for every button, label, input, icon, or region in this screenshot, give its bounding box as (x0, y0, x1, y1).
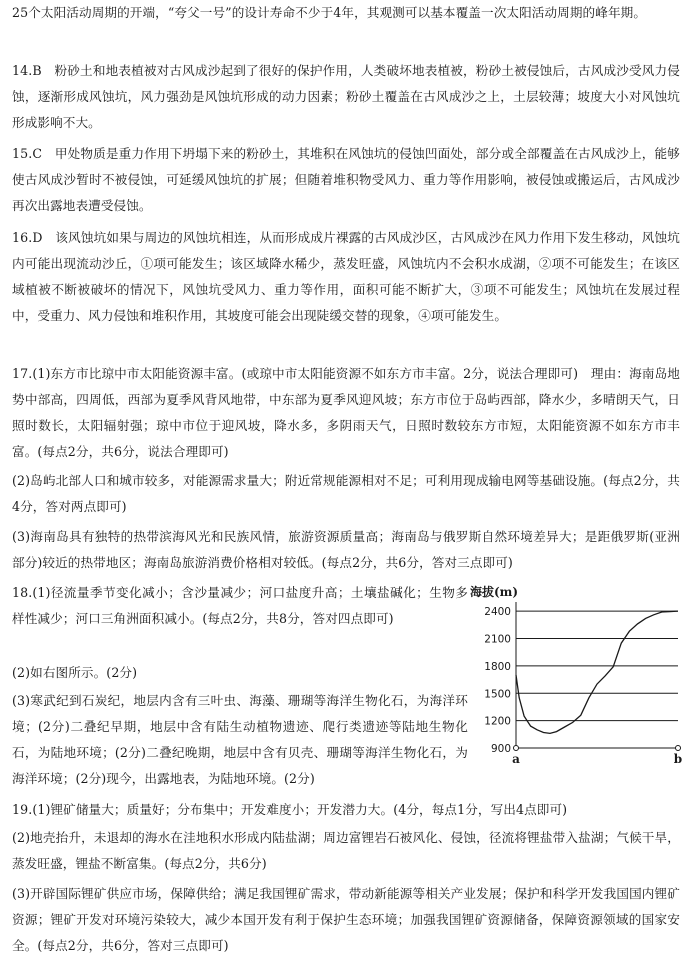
answer-17-3: (3)海南岛具有独特的热带滨海风光和民族风情，旅游资源质量高；海南岛与俄罗斯自然环境差异大；是距俄罗斯(亚洲部分)较近的热带地区；海南岛旅游消费价格相对较低。(每点2分，共6分，答对三点即可) (12, 529, 680, 570)
answer-15: 15.C 甲处物质是重力作用下坍塌下来的粉砂土，其堆积在风蚀坑的侵蚀凹面处，部分或全部覆盖在古风成沙上，能够使古风成沙暂时不被侵蚀，可延缓风蚀坑的扩展；但随着堆积物受风力、重力等作用影响，被侵蚀或搬运后，古风成沙再次出露地表遭受侵蚀。 (12, 146, 680, 213)
answer-18-2: (2)如右图所示。(2分) (12, 665, 138, 680)
answer-19-1: 19.(1)锂矿储量大；质量好；分布集中；开发难度小；开发潜力大。(4分，每点1分，写出4点即可) (12, 802, 568, 817)
y-tick-label: 2400 (484, 606, 511, 619)
answer-17-2: (2)岛屿北部人口和城市较多，对能源需求量大；附近常规能源相对不足；可利用现成输电网等基础设施。(每点2分，共4分，答对两点即可) (12, 473, 680, 514)
answer-13-continued: 25个太阳活动周期的开端，“夸父一号”的设计寿命不少于4年，其观测可以基本覆盖一次太阳活动周期的峰年期。 (12, 5, 647, 20)
y-tick-label: 1800 (484, 660, 511, 673)
endpoint-label: b (673, 752, 683, 766)
profile-svg (466, 580, 688, 770)
endpoint-markers (512, 746, 682, 767)
y-tick-label: 1500 (484, 688, 511, 701)
answer-18-1: 18.(1)径流量季节变化减小；含沙量减少；河口盐度升高；土壤盐碱化；生物多样性减少；河口三角洲面积减小。(每点2分，共8分，答对四点即可) (12, 585, 468, 626)
answer-14: 14.B 粉砂土和地表植被对古风成沙起到了很好的保护作用，人类破坏地表植被，粉砂土被侵蚀后，古风成沙受风力侵蚀，逐渐形成风蚀坑，风力强劲是风蚀坑形成的动力因素；粉砂土覆盖在古风成沙之上，土层较薄；坡度大小对风蚀坑形成影响不大。 (12, 63, 680, 130)
profile-line (516, 611, 678, 733)
grid-lines (516, 611, 678, 721)
endpoint-marker (676, 746, 681, 751)
y-tick-label: 900 (490, 743, 511, 755)
endpoint-label: a (512, 752, 520, 766)
answer-16: 16.D 该风蚀坑如果与周边的风蚀坑相连，从而形成成片裸露的古风成沙区，古风成沙在风力作用下发生移动，风蚀坑内可能出现流动沙丘，①项可能发生；该区域降水稀少，蒸发旺盛，风蚀坑内不会积水成湖，②项不可能发生；在该区域植被不断被破坏的情况下，风蚀坑受风力、重力等作用，面积可能不断扩大，③项不可能发生；风蚀坑在发展过程中，受重力、风力侵蚀和堆积作用，其坡度可能会出现陡缓交替的现象，④项可能发生。 (12, 230, 680, 323)
answer-19-3: (3)开辟国际锂矿供应市场，保障供给；满足我国锂矿需求，带动新能源等相关产业发展；保护和科学开发我国国内锂矿资源；锂矿开发对环境污染较大，减少本国开发有利于保护生态环境；加强我国锂矿资源储备，保障资源领域的国家安全。(每点2分，共6分，答对三点即可) (12, 886, 680, 953)
endpoint-marker (514, 746, 519, 751)
y-tick-label: 2100 (484, 633, 511, 646)
answer-17-1: 17.(1)东方市比琼中市太阳能资源丰富。(或琼中市太阳能资源不如东方市丰富。2分，说法合理即可) 理由：海南岛地势中部高，四周低，西部为夏季风背风地带，中东部为夏季风迎风坡；东方市位于岛屿西部，降水少，多晴朗天气，日照时数长，太阳辐射强；琼中市位于迎风坡，降水多，多阴雨天气，日照时数较东方市短，太阳能资源不如东方市丰富。(每点2分，共6分，说法合理即可) (12, 366, 680, 459)
y-axis-label: 海拔(m) (470, 585, 519, 599)
answer-19-2: (2)地壳抬升，未退却的海水在洼地积水形成内陆盐湖；周边富锂岩石被风化、侵蚀，径流将锂盐带入盐湖；气候干旱，蒸发旺盛，锂盐不断富集。(每点2分，共6分) (12, 830, 680, 871)
answer-18-3: (3)寒武纪到石炭纪，地层内含有三叶虫、海藻、珊瑚等海洋生物化石，为海洋环境；(2分)二叠纪早期，地层中含有陆生动植物遗迹、爬行类遗迹等陆地生物化石，为陆地环境；(2分)二叠纪晚期，地层中含有贝壳、珊瑚等海洋生物化石，为海洋环境；(2分)现今，出露地表，为陆地环境。(2分) (12, 693, 468, 786)
elevation-profile-chart (466, 580, 688, 770)
y-tick-labels (484, 606, 511, 755)
y-tick-label: 1200 (484, 715, 511, 728)
